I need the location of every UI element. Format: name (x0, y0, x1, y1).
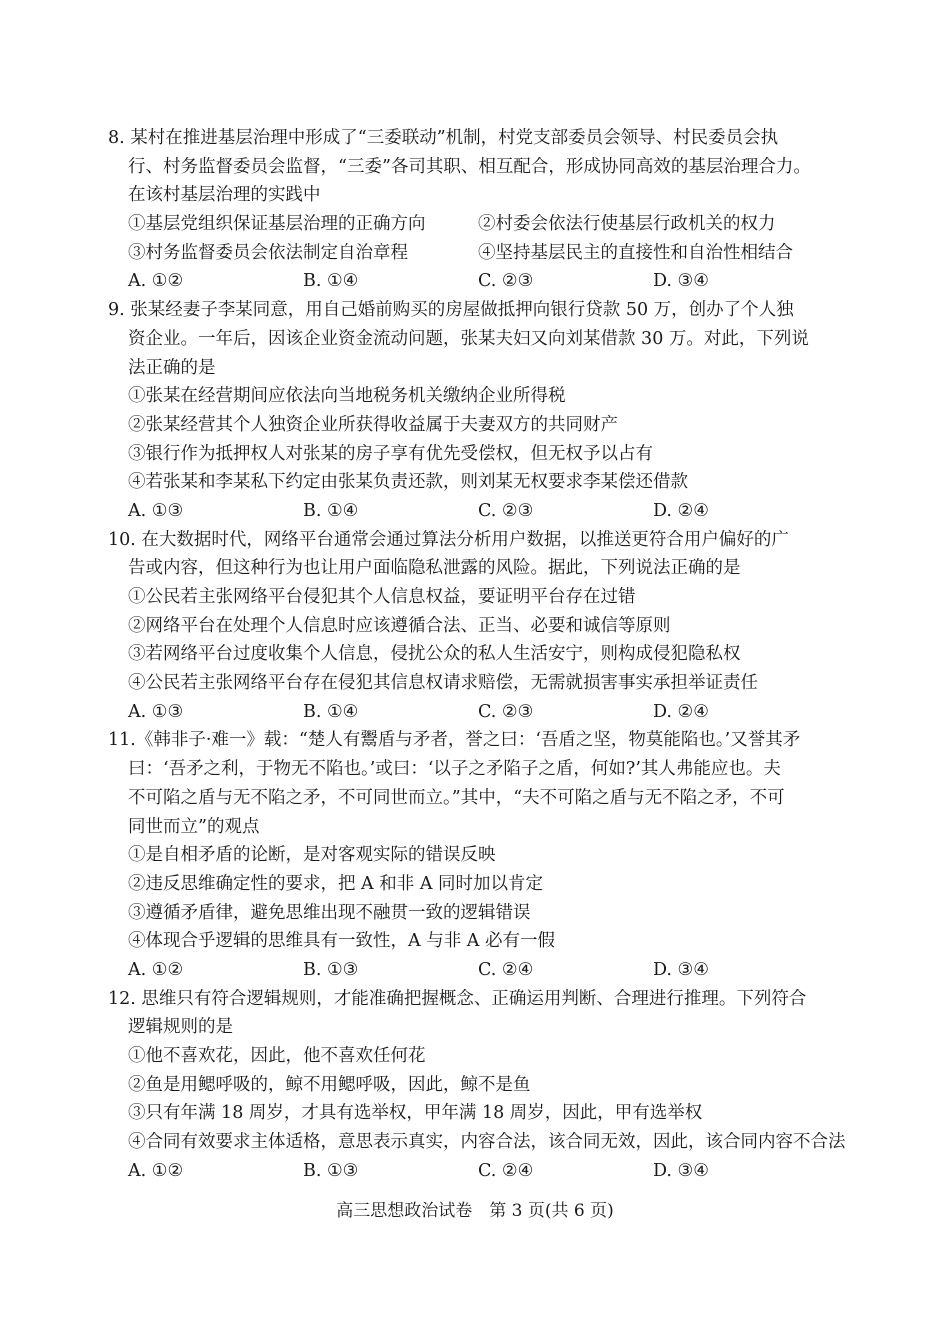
question-8-statement-4: ④坚持基层民主的直接性和自治性相结合 (478, 242, 793, 263)
question-10-statement-1: ①公民若主张网络平台侵犯其个人信息权益，要证明平台存在过错 (128, 587, 636, 607)
question-9-choice-b[interactable]: B. ①④ (303, 500, 359, 521)
question-11-choice-c[interactable]: C. ②④ (478, 959, 534, 980)
question-12-statement-3: ③只有年满 18 周岁，才具有选举权，甲年满 18 周岁，因此，甲有选举权 (128, 1103, 703, 1124)
question-8-choice-c[interactable]: C. ②③ (478, 271, 534, 292)
page-footer: 高三思想政治试卷 第 3 页(共 6 页) (336, 1201, 614, 1221)
question-11-stem-line-1: 11.《韩非子·难一》载：“楚人有鬻盾与矛者，誉之曰：‘吾盾之坚，物莫能陷也。’又誉其矛 (108, 730, 801, 751)
question-8-stem-line-3: 在该村基层治理的实践中 (128, 185, 321, 206)
question-10-choices (108, 698, 848, 727)
question-10-stem-line-2: 告或内容，但这种行为也让用户面临隐私泄露的风险。据此，下列说法正确的是 (128, 558, 741, 579)
question-11-choice-d[interactable]: D. ③④ (653, 959, 709, 980)
question-12-choices (108, 1157, 848, 1186)
question-8-statement-1: ①基层党组织保证基层治理的正确方向 (128, 214, 426, 235)
question-list (108, 124, 848, 1185)
question-8-choice-d[interactable]: D. ③④ (653, 271, 709, 292)
question-9-stem-line-1: 9. 张某经妻子李某同意，用自己婚前购买的房屋做抵押向银行贷款 50 万，创办了个人独 (108, 300, 794, 321)
question-8-choices (108, 267, 848, 296)
question-12-choice-b[interactable]: B. ①③ (303, 1160, 359, 1181)
question-11-statement-3: ③遵循矛盾律，避免思维出现不融贯一致的逻辑错误 (128, 902, 531, 923)
question-12-statement-2: ②鱼是用鳃呼吸的，鲸不用鳃呼吸，因此，鲸不是鱼 (128, 1074, 531, 1095)
question-12-stem-line-1: 12. 思维只有符合逻辑规则，才能准确把握概念、正确运用判断、合理进行推理。下列符合 (108, 988, 807, 1009)
question-9-choice-d[interactable]: D. ②④ (653, 500, 709, 521)
question-11-stem-line-4: 同世而立”的观点 (128, 816, 260, 837)
question-11-statement-1: ①是自相矛盾的论断，是对客观实际的错误反映 (128, 845, 496, 866)
question-9-choice-c[interactable]: C. ②③ (478, 500, 534, 521)
question-9-statement-4: ④若张某和李某私下约定由张某负责还款，则刘某无权要求李某偿还借款 (128, 472, 688, 493)
question-10-choice-c[interactable]: C. ②③ (478, 701, 534, 722)
question-9-statement-3: ③银行作为抵押权人对张某的房子享有优先受偿权，但无权予以占有 (128, 443, 653, 464)
question-11-statement-4: ④体现合乎逻辑的思维具有一致性，A 与非 A 必有一假 (128, 931, 555, 952)
question-8-statements-row-2 (108, 239, 848, 268)
question-9-choices (108, 497, 848, 526)
question-8-statement-3: ③村务监督委员会依法制定自治章程 (128, 242, 408, 263)
question-12-choice-d[interactable]: D. ③④ (653, 1160, 709, 1181)
question-12-choice-c[interactable]: C. ②④ (478, 1160, 534, 1181)
question-10-statement-2: ②网络平台在处理个人信息时应该遵循合法、正当、必要和诚信等原则 (128, 615, 671, 636)
question-9 (108, 296, 848, 526)
question-10-choice-d[interactable]: D. ②④ (653, 701, 709, 722)
question-10-choice-b[interactable]: B. ①④ (303, 701, 359, 722)
question-11-statement-2: ②违反思维确定性的要求，把 A 和非 A 同时加以肯定 (128, 873, 544, 894)
question-8-statements-row-1 (108, 210, 848, 239)
question-8-choice-b[interactable]: B. ①④ (303, 271, 359, 292)
question-12-stem-line-2: 逻辑规则的是 (128, 1017, 233, 1038)
question-10-stem-line-1: 10. 在大数据时代，网络平台通常会通过算法分析用户数据，以推送更符合用户偏好的广 (108, 529, 789, 550)
question-11-stem-line-3: 不可陷之盾与无不陷之矛，不可同世而立。”其中，“夫不可陷之盾与无不陷之矛，不可 (128, 787, 785, 808)
question-8-statement-2: ②村委会依法行使基层行政机关的权力 (478, 214, 776, 235)
question-11-choices (108, 956, 848, 985)
question-11-choice-b[interactable]: B. ①③ (303, 959, 359, 980)
question-12-choice-a[interactable]: A. ①② (128, 1160, 184, 1181)
question-11 (108, 726, 848, 984)
question-9-choice-a[interactable]: A. ①③ (128, 500, 184, 521)
question-8-stem-line-1: 8. 某村在推进基层治理中形成了“三委联动”机制，村党支部委员会领导、村民委员会执 (108, 128, 779, 148)
question-12 (108, 985, 848, 1186)
question-9-statement-1: ①张某在经营期间应依法向当地税务机关缴纳企业所得税 (128, 386, 566, 407)
question-12-statement-4: ④合同有效要求主体适格，意思表示真实，内容合法，该合同无效，因此，该合同内容不合法 (128, 1132, 846, 1153)
question-12-statement-1: ①他不喜欢花，因此，他不喜欢任何花 (128, 1046, 426, 1066)
question-8-stem-line-2: 行、村务监督委员会监督，“三委”各司其职、相互配合，形成协同高效的基层治理合力。 (128, 156, 811, 177)
question-9-statement-2: ②张某经营其个人独资企业所获得收益属于夫妻双方的共同财产 (128, 414, 618, 435)
question-8-choice-a[interactable]: A. ①② (128, 271, 184, 292)
question-9-stem-line-3: 法正确的是 (128, 357, 216, 378)
question-10 (108, 526, 848, 727)
question-10-statement-4: ④公民若主张网络平台存在侵犯其信息权请求赔偿，无需就损害事实承担举证责任 (128, 673, 758, 694)
question-10-choice-a[interactable]: A. ①③ (128, 701, 184, 722)
question-11-choice-a[interactable]: A. ①② (128, 959, 184, 980)
question-10-statement-3: ③若网络平台过度收集个人信息，侵扰公众的私人生活安宁，则构成侵犯隐私权 (128, 644, 741, 665)
question-8 (108, 124, 848, 296)
question-9-stem-line-2: 资企业。一年后，因该企业资金流动问题，张某夫妇又向刘某借款 30 万。对此，下列说 (128, 328, 809, 349)
question-11-stem-line-2: 曰：‘吾矛之利，于物无不陷也。’或曰：‘以子之矛陷子之盾，何如?’其人弗能应也。夫 (128, 759, 781, 780)
